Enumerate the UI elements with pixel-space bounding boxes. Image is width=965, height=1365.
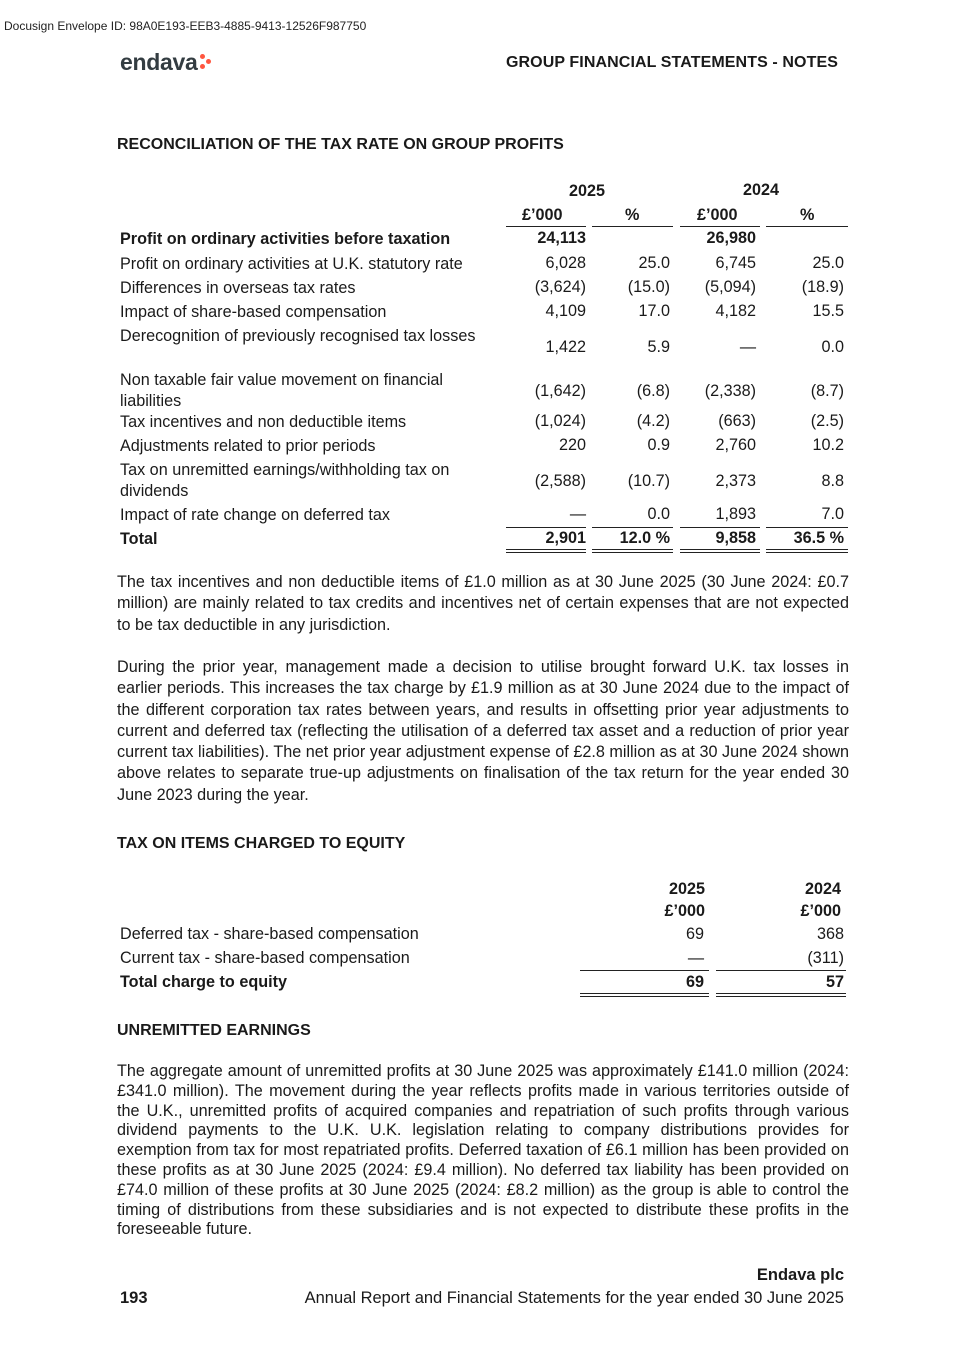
equity-total-double-rule [580, 993, 709, 997]
row-label: Profit on ordinary activities before taxation [120, 230, 451, 248]
cell-value: (1,024) [534, 412, 586, 430]
year-2024-header: 2024 [743, 181, 780, 199]
subtotal-rule [680, 527, 760, 528]
logo-mark-icon [200, 54, 214, 70]
cell-value: 25.0 [638, 254, 670, 272]
cell-value: 2,373 [715, 472, 756, 490]
subtotal-rule [506, 527, 586, 528]
cell-value: 0.0 [821, 338, 844, 356]
cell-value: (3,624) [534, 278, 586, 296]
unit-header-2024-pct: % [800, 206, 815, 224]
section-title-unremitted: UNREMITTED EARNINGS [117, 1022, 311, 1039]
cell-value: (4.2) [636, 412, 670, 430]
paragraph-unremitted-earnings: The aggregate amount of unremitted profits at 30 June 2025 was approximately £141.0 million (2024: £341.0 million). The movement during the year reflects profits made in various territories outside of the U.K., unremitted profits of acquired companies and repatriation of such profits through various dividend payments to the U.K. U.K. legislation relating to company distributions provides for exemption from tax for most repatriated profits. Deferred taxation of £6.1 million has been provided on these profits as at 30 June 2025 (2024: £9.4 million). No deferred tax liability has been provided on £74.0 million of these profits at 30 June 2025 (2024: £8.2 million) as the group is able to control the timing of distributions from these subsidiaries and is not expected to distribute these profits in the foreseeable future. [117, 1062, 849, 1239]
table-row [120, 436, 850, 460]
section-title-equity: TAX ON ITEMS CHARGED TO EQUITY [117, 835, 406, 852]
row-label: Deferred tax - share-based compensation [120, 925, 419, 943]
row-label: Impact of share-based compensation [120, 303, 387, 321]
cell-value: 2,901 [545, 529, 586, 547]
row-label: Tax on unremitted earnings/withholding tax on dividends [120, 461, 450, 500]
table-row [120, 278, 850, 302]
footer-company: Endava plc [756, 1266, 844, 1284]
total-double-rule [506, 549, 586, 553]
docusign-envelope-id: Docusign Envelope ID: 98A0E193-EEB3-4885-9413-12526F987750 [4, 19, 367, 33]
cell-value: 26,980 [706, 229, 756, 247]
cell-value: 36.5 % [793, 529, 844, 547]
table-row [120, 460, 850, 504]
row-label: Differences in overseas tax rates [120, 279, 356, 297]
row-label: Tax incentives and non deductible items [120, 413, 407, 431]
row-label: Non taxable fair value movement on financial liabilities [120, 371, 444, 410]
row-label: Total [120, 530, 158, 548]
cell-value: (663) [718, 412, 756, 430]
cell-value: (18.9) [801, 278, 844, 296]
subtotal-rule [766, 527, 848, 528]
row-label: Adjustments related to prior periods [120, 437, 376, 455]
cell-value: (1,642) [534, 382, 586, 400]
cell-value: (2.5) [810, 412, 844, 430]
footer-report-title: Annual Report and Financial Statements for the year ended 30 June 2025 [304, 1289, 844, 1307]
endava-logo [120, 49, 214, 75]
cell-value: (8.7) [810, 382, 844, 400]
unit-header-2025-pct: % [625, 206, 640, 224]
equity-year-2025: 2025 [668, 880, 705, 898]
equity-unit-2025: £’000 [664, 902, 705, 920]
cell-value: 1,422 [545, 338, 586, 356]
cell-value: 12.0 % [619, 529, 670, 547]
table-row [120, 370, 850, 414]
cell-value: 0.9 [647, 436, 670, 454]
equity-unit-2024: £’000 [800, 902, 841, 920]
total-double-rule [592, 549, 673, 553]
table-row [120, 925, 850, 949]
table-row [120, 254, 850, 278]
year-2025-header: 2025 [569, 182, 606, 200]
header-rule [766, 226, 848, 227]
total-double-rule [680, 549, 760, 553]
cell-value: (10.7) [627, 472, 670, 490]
table-row [120, 302, 850, 326]
equity-total-double-rule [716, 993, 846, 997]
cell-value: 69 [685, 925, 704, 943]
cell-value: 2,760 [715, 436, 756, 454]
cell-value: 8.8 [821, 472, 844, 490]
logo-text: endava [120, 48, 198, 75]
paragraph-prior-year: During the prior year, management made a decision to utilise brought forward U.K. tax losses in earlier periods. This increases the tax charge by £1.9 million as at 30 June 2024 due to the impact of the different corporation tax rates between years, and results in offsetting prior year adjustments to current and deferred tax (reflecting the utilisation of a deferred tax asset and a reduction of prior year current tax liabilities). The net prior year adjustment expense of £2.8 million as at 30 June 2024 shown above relates to separate true-up adjustments on finalisation of the tax return for the year ended 30 June 2023 during the year. [117, 658, 849, 804]
section-title-reconciliation: RECONCILIATION OF THE TAX RATE ON GROUP PROFITS [117, 136, 564, 153]
cell-value: (2,338) [704, 382, 756, 400]
cell-value: 24,113 [537, 229, 586, 247]
cell-value: 220 [558, 436, 586, 454]
cell-value: 9,858 [715, 529, 756, 547]
header-rule [592, 226, 673, 227]
subtotal-rule [592, 527, 673, 528]
cell-value: 4,109 [545, 302, 586, 320]
cell-value: (2,588) [534, 472, 586, 490]
cell-value: 7.0 [821, 505, 844, 523]
row-label: Impact of rate change on deferred tax [120, 506, 390, 524]
cell-value: 10.2 [812, 436, 844, 454]
cell-value: — [569, 505, 586, 523]
cell-value: 69 [685, 973, 704, 991]
cell-value: (311) [807, 949, 844, 967]
cell-value: (15.0) [627, 278, 670, 296]
total-double-rule [766, 549, 848, 553]
row-label: Derecognition of previously recognised tax losses [120, 327, 476, 345]
equity-year-2024: 2024 [804, 880, 841, 898]
table-row [120, 229, 850, 253]
cell-value: (6.8) [636, 382, 670, 400]
cell-value: — [687, 949, 704, 967]
paragraph-tax-incentives: The tax incentives and non deductible items of £1.0 million as at 30 June 2025 (30 June 2024: £0.7 million) are mainly related to tax credits and incentives net of certain expenses that are not expected to be tax deductible in any jurisdiction. [117, 573, 849, 634]
header-rule [680, 226, 760, 227]
unit-header-2024-amount: £’000 [697, 206, 738, 224]
page-number: 193 [120, 1289, 148, 1307]
unit-header-2025-amount: £’000 [522, 206, 563, 224]
cell-value: 25.0 [812, 254, 844, 272]
header-rule [506, 226, 586, 227]
cell-value: 0.0 [647, 505, 670, 523]
cell-value: — [739, 338, 756, 356]
row-label: Total charge to equity [120, 973, 287, 991]
row-label: Current tax - share-based compensation [120, 949, 410, 967]
cell-value: 6,745 [715, 254, 756, 272]
cell-value: 368 [816, 925, 844, 943]
cell-value: 1,893 [715, 505, 756, 523]
cell-value: 5.9 [647, 338, 670, 356]
table-row [120, 326, 850, 370]
equity-subtotal-rule [580, 970, 709, 971]
table-row [120, 412, 850, 436]
cell-value: (5,094) [704, 278, 756, 296]
equity-subtotal-rule [716, 970, 846, 971]
cell-value: 4,182 [715, 302, 756, 320]
cell-value: 17.0 [638, 302, 670, 320]
row-label: Profit on ordinary activities at U.K. statutory rate [120, 255, 463, 273]
header-title: GROUP FINANCIAL STATEMENTS - NOTES [505, 54, 838, 71]
cell-value: 57 [825, 973, 844, 991]
cell-value: 15.5 [812, 302, 844, 320]
cell-value: 6,028 [545, 254, 586, 272]
table-row [120, 505, 850, 529]
